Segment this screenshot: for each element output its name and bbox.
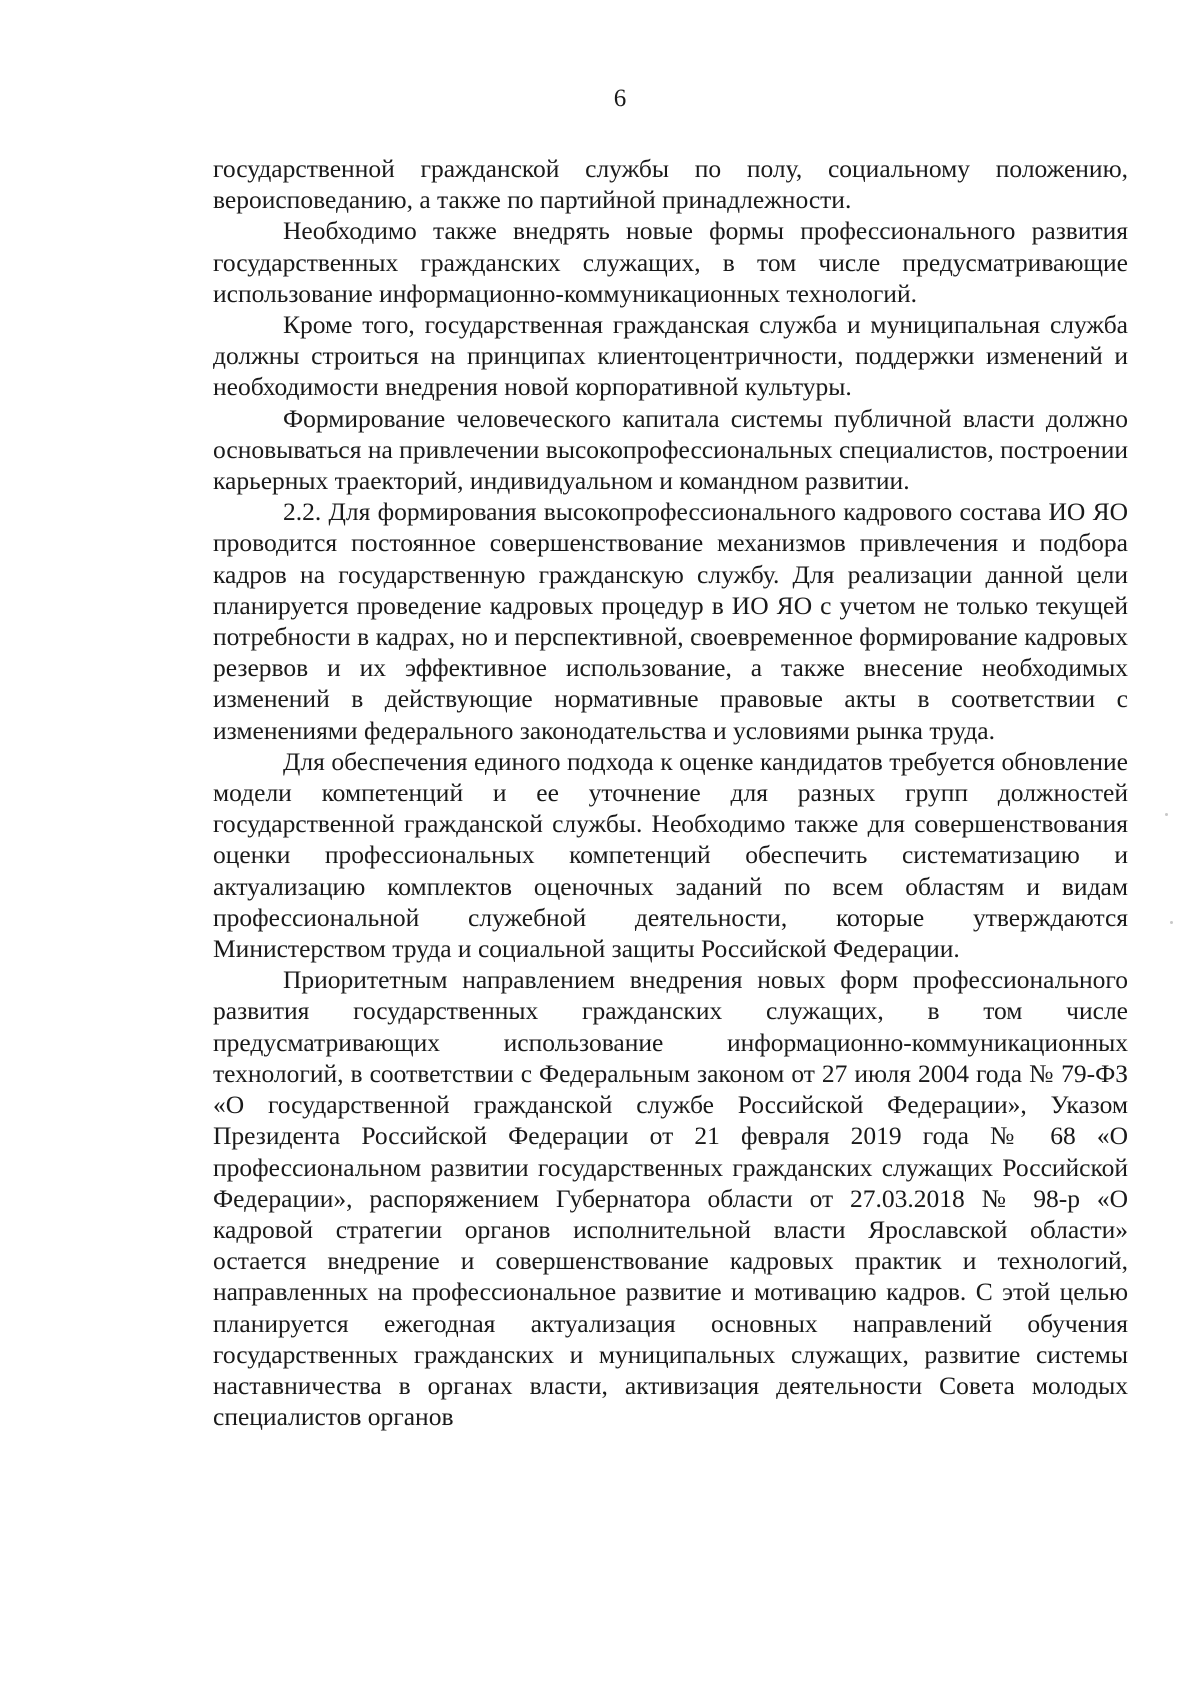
document-body bbox=[213, 153, 1128, 1432]
scan-artifact bbox=[1165, 813, 1168, 816]
page-number: 6 bbox=[613, 85, 627, 112]
paragraph-continued: государственной гражданской службы по полу, социальному положению, вероисповеданию, а также по партийной принадлежности. bbox=[213, 154, 1128, 215]
paragraph: Кроме того, государственная гражданская служба и муниципальная служба должны строиться на принципах клиентоцентричности, поддержки изменений и необходимости внедрения новой корпоративной культуры. bbox=[213, 310, 1128, 402]
scan-artifact bbox=[1170, 921, 1173, 924]
paragraph: Приоритетным направлением внедрения новых форм профессионального развития государственных гражданских служащих, в том числе предусматривающих использование информационно-коммуникационных технологий, в соответствии с Федеральным законом от 27 июля 2004 года № 79-ФЗ «О государственной гражданской службе Российской Федерации», Указом Президента Российской Федерации от 21 февраля 2019 года № 68 «О профессиональном развитии государственных гражданских служащих Российской Федерации», распоряжением Губернатора области от 27.03.2018 № 98-р «О кадровой стратегии органов исполнительной власти Ярославской области» остается внедрение и совершенствование кадровых практик и технологий, направленных на профессиональное развитие и мотивацию кадров. С этой целью планируется ежегодная актуализация основных направлений обучения государственных гражданских и муниципальных служащих, развитие системы наставничества в органах власти, активизация деятельности Совета молодых специалистов органов bbox=[213, 965, 1128, 1432]
paragraph: Для обеспечения единого подхода к оценке кандидатов требуется обновление модели компетенций и ее уточнение для разных групп должностей государственной гражданской службы. Необходимо также для совершенствования оценки профессиональных компетенций обеспечить систематизацию и актуализацию комплектов оценочных заданий по всем областям и видам профессиональной служебной деятельности, которые утверждаются Министерством труда и социальной защиты Российской Федерации. bbox=[213, 746, 1128, 964]
paragraph-section-2-2: 2.2. Для формирования высокопрофессионального кадрового состава ИО ЯО проводится постоянное совершенствование механизмов привлечения и подбора кадров на государственную гражданскую службу. Для реализации данной цели планируется проведение кадровых процедур в ИО ЯО с учетом не только текущей потребности в кадрах, но и перспективной, своевременное формирование кадровых резервов и их эффективное использование, а также внесение необходимых изменений в действующие нормативные правовые акты в соответствии с изменениями федерального законодательства и условиями рынка труда. bbox=[213, 497, 1128, 745]
paragraph: Необходимо также внедрять новые формы профессионального развития государственных гражданских служащих, в том числе предусматривающие использование информационно-коммуникационных технологий. bbox=[213, 216, 1128, 308]
paragraph: Формирование человеческого капитала системы публичной власти должно основываться на привлечении высокопрофессиональных специалистов, построении карьерных траекторий, индивидуальном и командном развитии. bbox=[213, 403, 1128, 496]
